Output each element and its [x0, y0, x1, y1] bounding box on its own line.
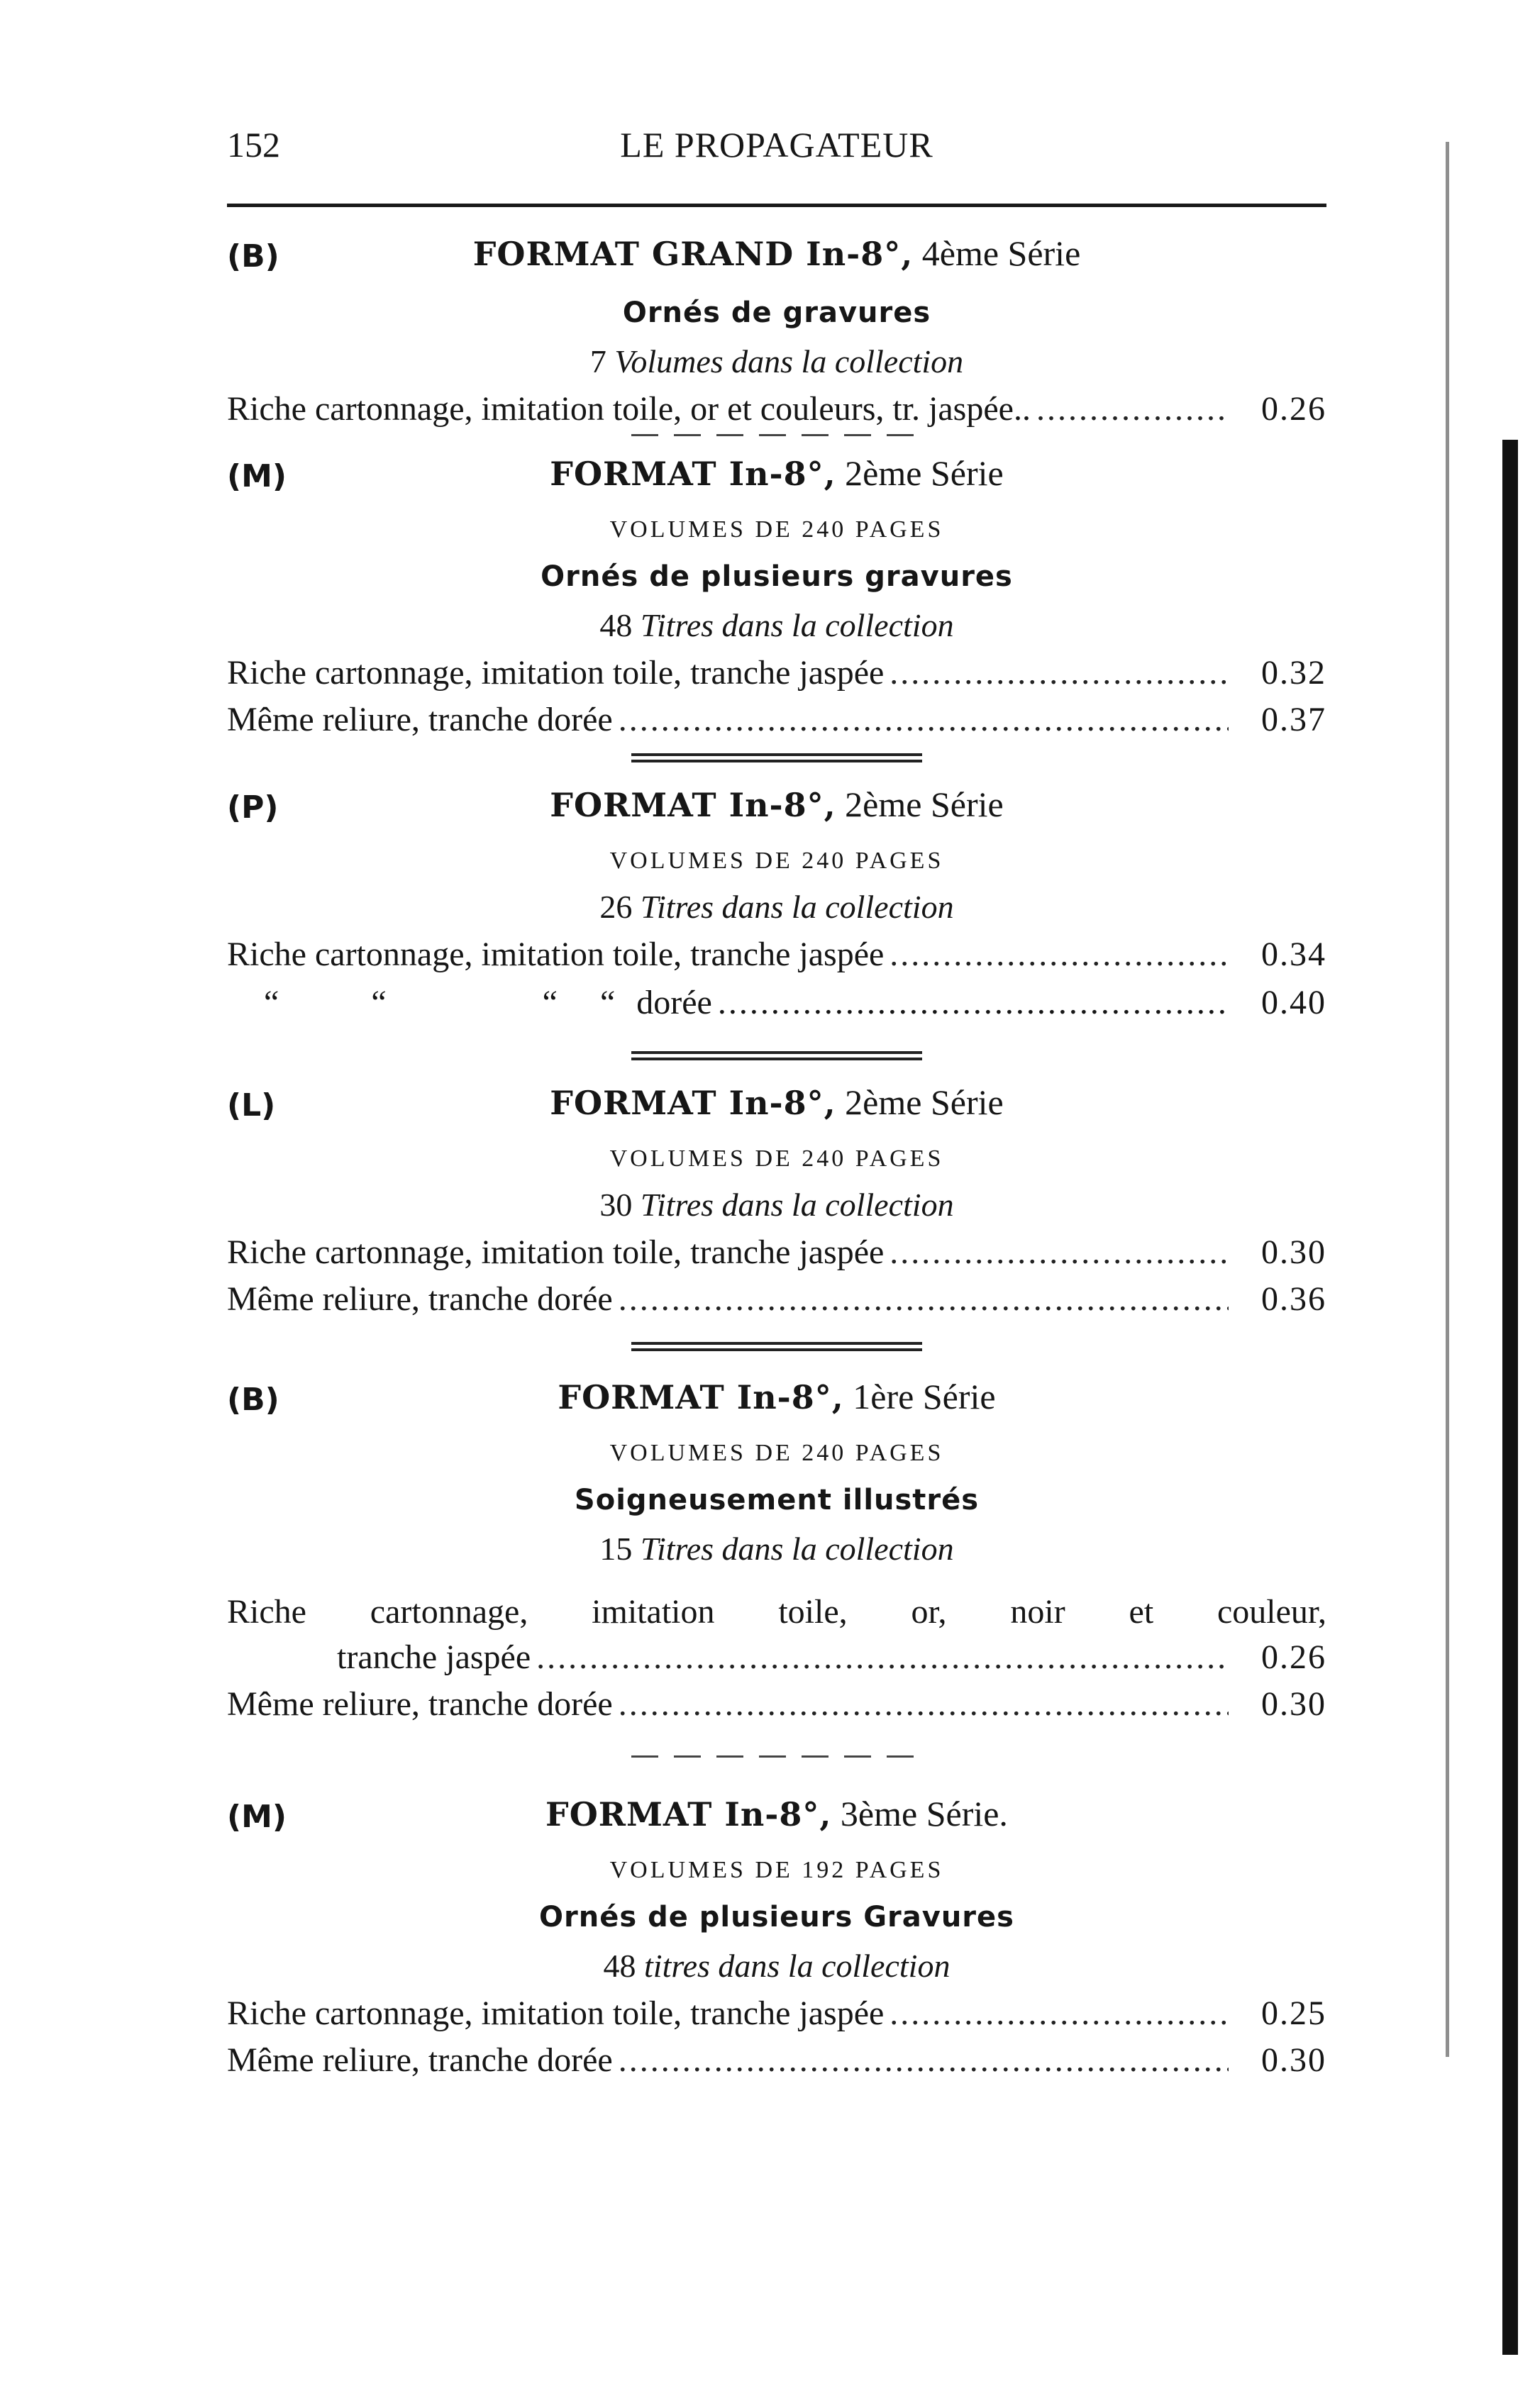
format-label: FORMAT In-8°, [550, 1084, 836, 1122]
price-row [227, 697, 1326, 743]
series-title [227, 1793, 1326, 1834]
catalog-section [227, 1082, 1326, 1323]
section-separator [631, 1051, 922, 1064]
price: 0.30 [1261, 1233, 1326, 1271]
price: 0.32 [1261, 654, 1326, 692]
series-code: (B) [227, 1382, 279, 1418]
dot-leader [1036, 386, 1229, 433]
count-label: Titres dans la collection [640, 1187, 954, 1223]
ditto-mark: “ [542, 984, 558, 1021]
dot-leader [718, 978, 1229, 1028]
price: 0.30 [1261, 2041, 1326, 2079]
price-row [227, 1990, 1326, 2037]
count-number: 48 [603, 1948, 636, 1984]
series-title [227, 784, 1326, 825]
title-count [227, 1942, 1326, 1990]
count-label: Titres dans la collection [640, 889, 954, 925]
format-label: FORMAT In-8°, [550, 786, 836, 824]
series-label: 2ème Série [845, 1082, 1004, 1122]
count-label: Titres dans la collection [640, 1531, 954, 1567]
series-title [227, 233, 1326, 274]
section-separator [631, 1755, 922, 1761]
price: 0.34 [1261, 936, 1326, 973]
volumes-line: VOLUMES DE 240 PAGES [609, 1145, 944, 1172]
series-title [227, 453, 1326, 494]
volumes-line: VOLUMES DE 240 PAGES [609, 848, 944, 874]
title-count [227, 1525, 1326, 1573]
title-count [227, 1181, 1326, 1229]
dot-leader [536, 1634, 1229, 1681]
running-title: LE PROPAGATEUR [620, 125, 933, 165]
dot-leader [619, 2037, 1229, 2084]
series-label: 2ème Série [845, 784, 1004, 824]
price-row [227, 1229, 1326, 1276]
section-separator [631, 1342, 922, 1355]
price: 0.25 [1261, 1994, 1326, 2032]
ditto-row [227, 978, 1326, 1028]
ditto-mark: “ [371, 984, 387, 1021]
binding-description: Riche cartonnage, imitation toile, tranche jaspée [227, 936, 885, 973]
illustration-note: Ornés de gravures [622, 296, 931, 329]
page-number: 152 [227, 125, 280, 165]
series-code: (P) [227, 789, 279, 826]
title-count [227, 883, 1326, 931]
count-label: Volumes dans la collection [614, 343, 964, 379]
price: 0.37 [1261, 701, 1326, 738]
page-edge-shadow [1502, 440, 1518, 2355]
illustration-note: Soigneusement illustrés [574, 1484, 980, 1516]
count-number: 15 [599, 1531, 633, 1567]
series-label: 2ème Série [845, 453, 1004, 493]
binding-description: Même reliure, tranche dorée [227, 2041, 613, 2079]
price-row [227, 1681, 1326, 1728]
title-count [227, 601, 1326, 650]
dot-leader [890, 1229, 1229, 1276]
binding-description: dorée [636, 984, 712, 1021]
volumes-line: VOLUMES DE 240 PAGES [609, 1440, 944, 1466]
ditto-mark: “ [599, 984, 616, 1021]
volumes-line: VOLUMES DE 192 PAGES [609, 1857, 944, 1883]
dot-leader [890, 1990, 1229, 2037]
catalog-section [227, 233, 1326, 433]
illustration-note: Ornés de plusieurs Gravures [539, 1901, 1014, 1933]
binding-description-line: Riche cartonnage, imitation toile, or, noir et couleur, [227, 1593, 1326, 1631]
format-label: FORMAT In-8°, [558, 1378, 844, 1416]
series-code: (B) [227, 238, 279, 274]
catalog-section [227, 1793, 1326, 2084]
count-number: 30 [599, 1187, 633, 1223]
price: 0.26 [1261, 390, 1326, 428]
binding-description: Riche cartonnage, imitation toile, tranche jaspée [227, 1233, 885, 1271]
count-number: 48 [599, 607, 633, 643]
binding-description: Riche cartonnage, imitation toile, tranche jaspée [227, 654, 885, 692]
binding-description: Même reliure, tranche dorée [227, 1685, 613, 1723]
price: 0.30 [1261, 1685, 1326, 1723]
format-label: FORMAT In-8°, [545, 1795, 832, 1833]
volumes-line: VOLUMES DE 240 PAGES [609, 516, 944, 543]
dot-leader [619, 697, 1229, 743]
catalog-section [227, 1376, 1326, 1728]
price: 0.26 [1261, 1638, 1326, 1676]
price: 0.40 [1261, 984, 1326, 1021]
section-separator [631, 434, 922, 440]
binding-description: tranche jaspée [337, 1638, 531, 1676]
dot-leader [890, 650, 1229, 697]
header-rule [227, 204, 1326, 207]
dot-leader [619, 1276, 1229, 1323]
series-code: (M) [227, 458, 287, 494]
price-row [227, 1276, 1326, 1323]
series-code: (M) [227, 1799, 287, 1835]
catalog-section [227, 453, 1326, 743]
count-number: 7 [589, 343, 606, 379]
price: 0.36 [1261, 1280, 1326, 1318]
count-label: Titres dans la collection [640, 607, 954, 643]
title-count [227, 338, 1326, 386]
binding-description: Même reliure, tranche dorée [227, 701, 613, 738]
format-label: FORMAT GRAND In-8°, [472, 235, 914, 273]
count-number: 26 [599, 889, 633, 925]
binding-description: Riche cartonnage, imitation toile, tranche jaspée [227, 1994, 885, 2032]
price-row [227, 1634, 1326, 1681]
dot-leader [619, 1681, 1229, 1728]
section-separator [631, 753, 922, 766]
price-row [227, 650, 1326, 697]
illustration-note: Ornés de plusieurs gravures [541, 560, 1013, 593]
series-label: 1ère Série [853, 1377, 996, 1416]
ditto-mark: “ [264, 984, 279, 1021]
series-code: (L) [227, 1087, 276, 1123]
price-row [227, 386, 1326, 433]
format-label: FORMAT In-8°, [550, 455, 836, 493]
price-row [227, 2037, 1326, 2084]
dot-leader [890, 931, 1229, 978]
page-edge-shadow [1446, 142, 1449, 2057]
count-label: titres dans la collection [644, 1948, 951, 1984]
series-title [227, 1376, 1326, 1417]
binding-description: Même reliure, tranche dorée [227, 1280, 613, 1318]
series-title [227, 1082, 1326, 1123]
series-label: 4ème Série [921, 233, 1081, 273]
catalog-section [227, 784, 1326, 1028]
price-row [227, 931, 1326, 978]
series-label: 3ème Série. [840, 1794, 1008, 1833]
page-header [227, 124, 1326, 174]
binding-description: Riche cartonnage, imitation toile, or et couleurs, tr. jaspée.. [227, 390, 1031, 428]
